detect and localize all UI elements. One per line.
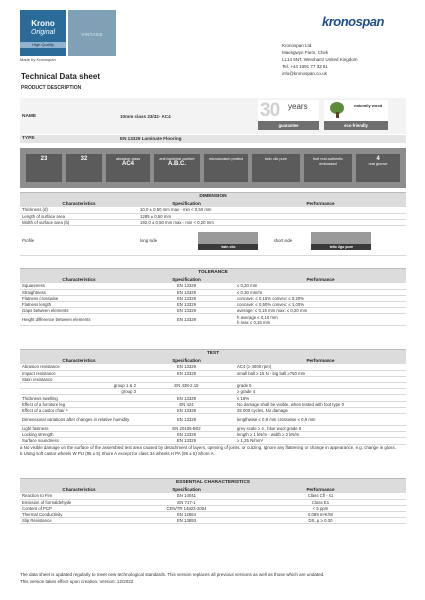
cell: average: ≤ 0,15 mm max: ≤ 0,20 mm bbox=[235, 308, 406, 314]
company-line: Tel. +44 1691 77 33 61 bbox=[282, 64, 328, 70]
table-header-row bbox=[20, 276, 406, 283]
company-line: LL14 5NT, Wrexham/ United Kingdom bbox=[282, 57, 358, 63]
kronospan-logo bbox=[322, 14, 384, 29]
cell: Dimensional variations after changes in relative humidity bbox=[20, 414, 138, 426]
cell: length ≥ 1 kN/m - width ≥ 2 kN/m bbox=[235, 432, 406, 438]
cell: lengthwise ≤ 0,9 mm crosswise ≤ 0,9 mm bbox=[235, 414, 406, 426]
cell: EN 13329 bbox=[138, 308, 235, 314]
cell: Thickness swelling bbox=[20, 395, 138, 401]
logo-line1: Krono bbox=[31, 19, 55, 28]
cell: EN 13893 bbox=[138, 518, 235, 524]
col-header: Performance bbox=[235, 357, 406, 364]
essential-title: ESSENTIAL CHARACTERISTICS bbox=[20, 478, 406, 486]
guarantee-badge bbox=[258, 100, 319, 130]
cell: Content of PCP bbox=[20, 505, 138, 511]
icon-text: microscratch protect bbox=[208, 157, 244, 161]
microscratch-icon bbox=[204, 154, 248, 182]
real-groove-icon bbox=[356, 154, 400, 182]
col-header: Performance bbox=[235, 200, 406, 207]
cell: EN 13329 bbox=[138, 283, 235, 289]
cell: 10,0 ± 0,50 mm max - min < 0,50 mm bbox=[138, 207, 406, 213]
cell: concave: ≤ 0,15% convex: ≤ 0,20% bbox=[235, 295, 406, 301]
class-23-icon bbox=[26, 154, 62, 182]
short-side-profile-image bbox=[311, 232, 371, 250]
tolerance-table bbox=[20, 276, 406, 326]
cell: Emission of formaldehyde bbox=[20, 499, 138, 505]
cell: Flatness length bbox=[20, 302, 138, 308]
type-value: EN 13329 Laminate Flooring bbox=[120, 136, 182, 141]
guarantee-years: 30 bbox=[260, 100, 280, 121]
vintage-swatch bbox=[68, 10, 116, 56]
vintage-label: VINTAGE bbox=[81, 32, 103, 37]
cell: Straightness bbox=[20, 289, 138, 295]
krono-original-logo bbox=[20, 10, 66, 56]
page-title: Technical Data sheet bbox=[21, 72, 100, 81]
table-row bbox=[20, 414, 406, 426]
cell: EN 13329 bbox=[138, 407, 235, 413]
icon-text: fruit real authentic embossed bbox=[312, 157, 344, 166]
logo-line2: Original bbox=[30, 29, 56, 36]
icon-big: A.B.C. bbox=[168, 161, 186, 167]
cell: Squareness bbox=[20, 283, 138, 289]
short-side-profile-caption: telic 2go pure bbox=[311, 244, 371, 250]
type-band bbox=[20, 135, 406, 143]
col-header: Specification bbox=[138, 357, 235, 364]
cell: DS, μ ≥ 0.30 bbox=[235, 518, 406, 524]
guarantee-label: guarantee bbox=[258, 121, 319, 130]
cell: Slip Resistance bbox=[20, 518, 138, 524]
company-line: Kronospan Ltd. bbox=[282, 43, 313, 48]
cell: No damage shall be visible, when tested with foot type 0 bbox=[235, 401, 406, 407]
col-header: Characteristics bbox=[20, 486, 138, 493]
icon-text: twin clic pure bbox=[265, 157, 287, 161]
cell: AC4 (≥ 4000 rpm) bbox=[235, 364, 406, 370]
cell: Impact resistance bbox=[20, 370, 138, 376]
cell: group 3 bbox=[20, 389, 138, 395]
cell: ≥ 1,25 N/mm² bbox=[235, 438, 406, 444]
cell: EN 13329 bbox=[138, 289, 235, 295]
cell: EN 13329 bbox=[138, 370, 235, 376]
cell: Locking strength bbox=[20, 432, 138, 438]
cell: Gaps between elements bbox=[20, 308, 138, 314]
cell: Stain resistance bbox=[20, 376, 138, 382]
tree-trunk-icon bbox=[336, 112, 339, 118]
cell: Class Cfl - s1 bbox=[235, 493, 406, 499]
table-row bbox=[20, 518, 406, 524]
tolerance-title: TOLERANCE bbox=[20, 268, 406, 276]
footer-line: The data sheet is updated regularly to meet new technological standards. This version replaces all previous versions as well as those which are undated. bbox=[20, 572, 325, 577]
cell: ≤ 0,30 mm/m bbox=[235, 289, 406, 295]
cell: Surface soundness bbox=[20, 438, 138, 444]
cell: EN 13329 bbox=[138, 414, 235, 426]
col-header: Performance bbox=[235, 486, 406, 493]
icon-text: anti bacterial comfort bbox=[159, 157, 195, 161]
cell: ≤ 0,20 mm bbox=[235, 283, 406, 289]
cell: CEN/TR 14823-2004 bbox=[138, 505, 235, 511]
antibacterial-icon bbox=[154, 154, 200, 182]
essential-table bbox=[20, 486, 406, 524]
cell: Length of surface area bbox=[20, 213, 138, 219]
dimension-table bbox=[20, 200, 406, 256]
cell: grade 5 bbox=[235, 383, 406, 389]
icon-big: AC4 bbox=[121, 161, 134, 167]
cell: h average ≤ 0,10 mm h max ≤ 0,15 mm bbox=[235, 314, 406, 326]
cell: ≥ grade 4 bbox=[235, 389, 406, 395]
cell: Flatness crosswise bbox=[20, 295, 138, 301]
col-header: Characteristics bbox=[20, 200, 138, 207]
feature-icon-strip bbox=[20, 148, 406, 188]
icon-text: abrasion class bbox=[115, 157, 141, 161]
long-side-profile-image bbox=[198, 232, 258, 250]
long-side-profile-caption: twin clic bbox=[198, 244, 258, 250]
icon-big: 32 bbox=[80, 156, 88, 162]
icon-text: real groove bbox=[368, 162, 388, 166]
icon-big: 23 bbox=[40, 156, 48, 162]
cell: < 5 ppm bbox=[235, 505, 406, 511]
cell: 0.089 m²K/W bbox=[235, 512, 406, 518]
col-header: Performance bbox=[235, 276, 406, 283]
name-value: 10mm class 23/32- AC4 bbox=[120, 114, 171, 119]
cell: group 1 & 2 bbox=[20, 383, 138, 389]
company-address bbox=[282, 42, 357, 77]
cell: EN 13329 bbox=[138, 432, 235, 438]
cell: EN 12664 bbox=[138, 512, 235, 518]
eco-badge bbox=[324, 100, 388, 130]
col-header: Characteristics bbox=[20, 357, 138, 364]
cell: Height difference between elements bbox=[20, 314, 138, 326]
col-header: Specification bbox=[138, 200, 235, 207]
company-line: info@kronospan.co.uk bbox=[282, 71, 327, 77]
brand-suffix: span bbox=[355, 14, 384, 29]
cell: EN 20105-B02 bbox=[138, 426, 235, 432]
test-title: TEST bbox=[20, 349, 406, 357]
cell: EN 13329 bbox=[138, 302, 235, 308]
cell: Abrasion resistance bbox=[20, 364, 138, 370]
cell: EN 13329 bbox=[138, 364, 235, 370]
cell: 25 000 cycles, No damage bbox=[235, 407, 406, 413]
brand-prefix: krono bbox=[322, 14, 356, 29]
cell: EN 13329 bbox=[138, 295, 235, 301]
cell: Reaction to Fire bbox=[20, 493, 138, 499]
cell: EN 13329 bbox=[138, 438, 235, 444]
short-side-label: short side bbox=[273, 237, 293, 243]
icon-big: 4 bbox=[376, 156, 380, 162]
cell: EN 13329 bbox=[138, 314, 235, 326]
name-label: NAME bbox=[22, 114, 37, 119]
table-row bbox=[20, 438, 406, 444]
cell: 1285 ± 0,50 mm bbox=[138, 213, 406, 219]
cell: Profile bbox=[20, 226, 138, 256]
authentic-embossed-icon bbox=[304, 154, 352, 182]
cell: EN 14041 bbox=[138, 493, 235, 499]
table-row bbox=[20, 314, 406, 326]
profile-cell bbox=[138, 226, 406, 256]
product-description-heading: PRODUCT DESCRIPTION bbox=[21, 85, 82, 91]
cell: 192,0 ± 0,50 mm max - min < 0,20 mm bbox=[138, 219, 406, 225]
footer-note bbox=[20, 572, 406, 585]
table-header-row bbox=[20, 357, 406, 364]
cell: Thermal Conductivity bbox=[20, 512, 138, 518]
cell: grey scale ≥ 4 , blue wool grade 6 bbox=[235, 426, 406, 432]
test-table bbox=[20, 357, 406, 445]
logo-line3: High Quality bbox=[20, 42, 66, 48]
cell: Class E1 bbox=[235, 499, 406, 505]
cell: ≤ 18% bbox=[235, 395, 406, 401]
table-header-row bbox=[20, 200, 406, 207]
col-header: Specification bbox=[138, 276, 235, 283]
long-side-label: long side bbox=[140, 237, 158, 243]
made-by-text: Made by Kronospan bbox=[20, 57, 56, 62]
dimension-title: DIMENSION bbox=[20, 192, 406, 200]
cell: Effect of a castor chair ᵇ bbox=[20, 407, 138, 413]
natural-wood-label: naturally wood bbox=[354, 103, 383, 108]
cell: EN 424 bbox=[138, 401, 235, 407]
cell: EN 13329 bbox=[138, 395, 235, 401]
cell: small ball ≥ 15 N - big ball ≥750 mm bbox=[235, 370, 406, 376]
col-header: Characteristics bbox=[20, 276, 138, 283]
cell: Light fastness bbox=[20, 426, 138, 432]
cell: Thickness (d) bbox=[20, 207, 138, 213]
type-label: TYPE bbox=[22, 136, 35, 141]
cell: Effect of a furniture leg bbox=[20, 401, 138, 407]
footer-line: This version takes effect upon creation. Version: 12/2022 bbox=[20, 578, 134, 584]
cell: concave: ≤ 0,50% convex: ≤ 1,00% bbox=[235, 302, 406, 308]
table-header-row bbox=[20, 486, 406, 493]
guarantee-years-word: years bbox=[288, 102, 308, 111]
class-32-icon bbox=[66, 154, 102, 182]
company-line: Maesgwyn Farm, Chirk bbox=[282, 50, 329, 56]
profile-row bbox=[20, 226, 406, 256]
col-header: Specification bbox=[138, 486, 235, 493]
note-a: a No visible damage on the surface of the assembled test area caused by detachment of layers, opening of joints, or crazing. Ignore any flattening or change in appearance, e.g. change in gloss. bbox=[20, 445, 396, 450]
eco-label: eco-friendly bbox=[324, 121, 388, 130]
test-notes bbox=[20, 445, 406, 457]
cell: Width of surface area (b) bbox=[20, 219, 138, 225]
abrasion-class-icon bbox=[106, 154, 150, 182]
cell: EN 717-1 bbox=[138, 499, 235, 505]
twin-clic-icon bbox=[252, 154, 300, 182]
cell: EN 438-2.15 bbox=[138, 383, 235, 389]
note-b: b Using soft castor wheels W PU (95 ± 5) Shore A except for class 34 wheels H PA (95 ± 5) Shore A. bbox=[20, 451, 215, 457]
